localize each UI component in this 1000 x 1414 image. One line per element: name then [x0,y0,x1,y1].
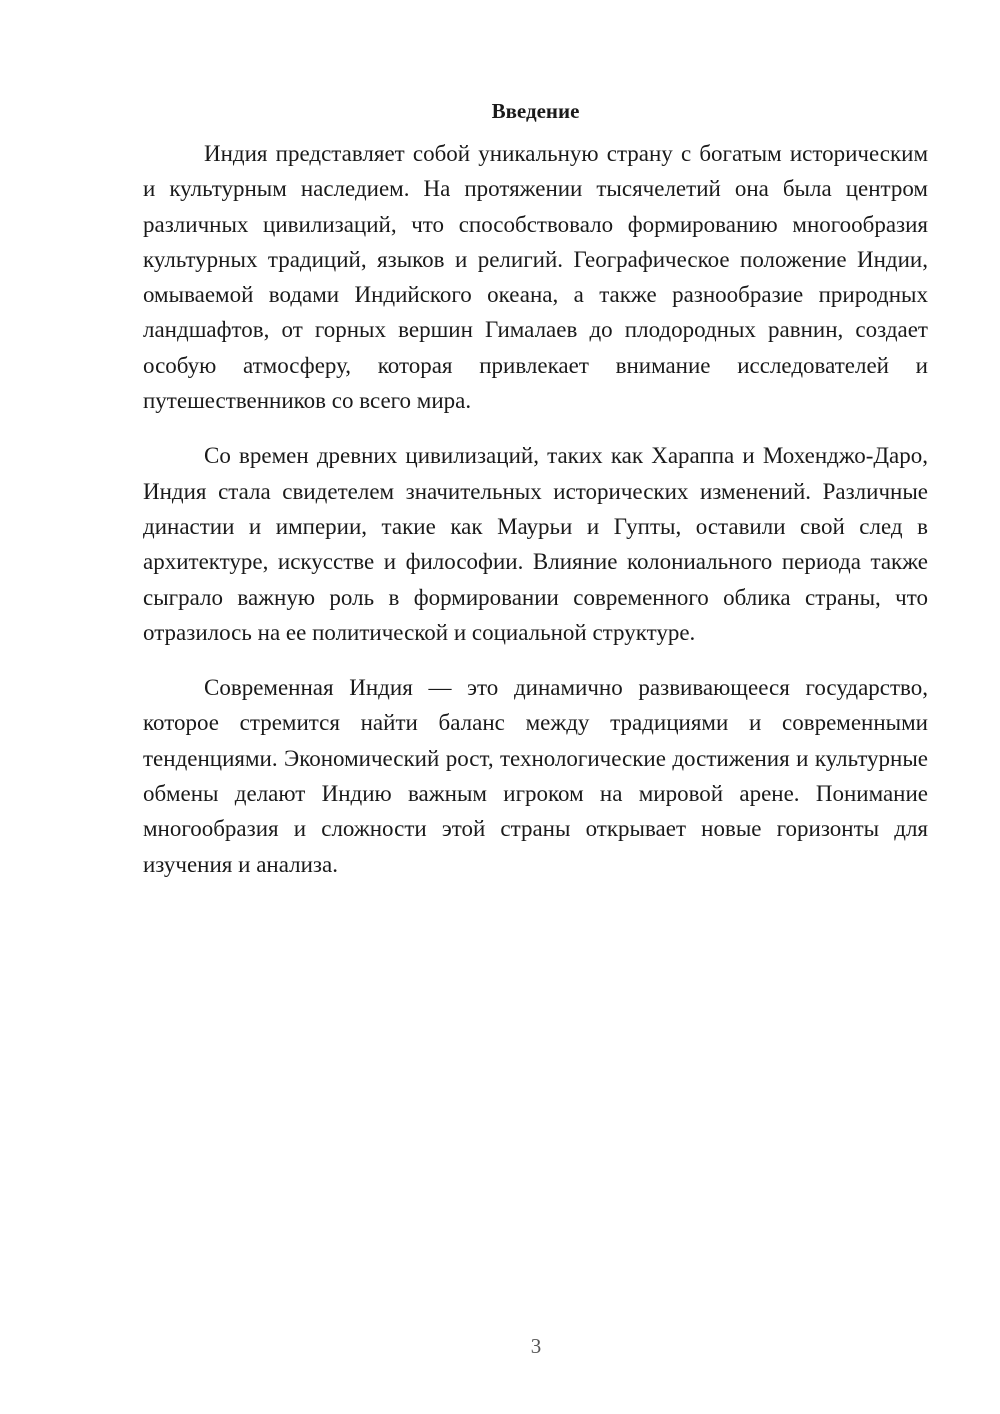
paragraph-modern: Современная Индия — это динамично развивающееся государство, которое стремится найти баланс между традициями и современными тенденциями. Экономический рост, технологические достижения и культурные обмены делают Индию важным игроком на мировой арене. Понимание многообразия и сложности этой страны открывает новые горизонты для изучения и анализа. [143,675,928,877]
paragraph-intro: Индия представляет собой уникальную страну с богатым историческим и культурным наследием. На протяжении тысячелетий она была центром различных цивилизаций, что способствовало формированию многообразия культурных традиций, языков и религий. Географическое положение Индии, омываемой водами Индийского океана, а также разнообразие природных ландшафтов, от горных вершин Гималаев до плодородных равнин, создает особую атмосферу, которая привлекает внимание исследователей и путешественников со всего мира. [143,141,928,414]
page-number: 3 [530,1334,542,1358]
paragraph-history: Со времен древних цивилизаций, таких как Хараппа и Мохенджо-Даро, Индия стала свидетелем значительных исторических изменений. Различные династии и империи, такие как Маурьи и Гупты, оставили свой след в архитектуре, искусстве и философии. Влияние колониального периода также сыграло важную роль в формировании современного облика страны, что отразилось на ее политической и социальной структуре. [143,443,928,645]
page-content [143,94,928,882]
section-title: Введение [491,99,580,123]
